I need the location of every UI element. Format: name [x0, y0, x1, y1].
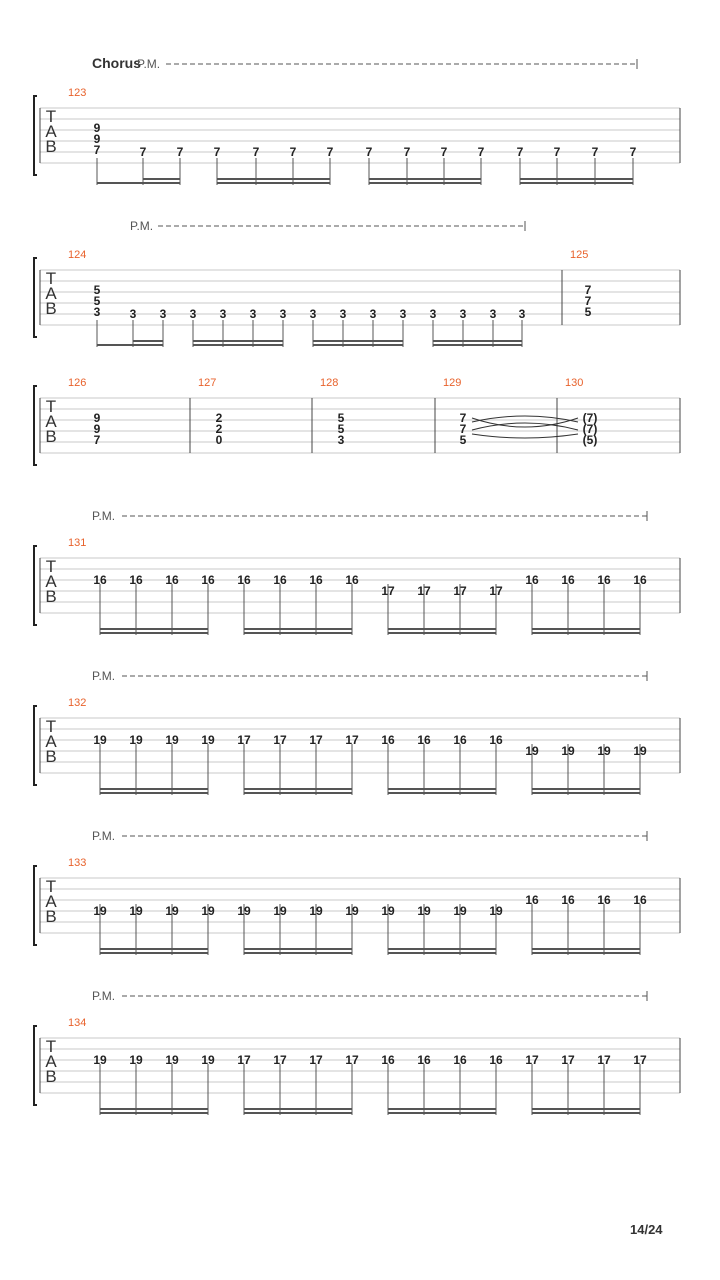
fret-number: 3	[93, 305, 101, 319]
note-beam	[244, 788, 352, 790]
fret-number: 19	[381, 904, 395, 918]
note-beam	[217, 182, 330, 184]
fret-number: 7	[584, 294, 592, 308]
tab-system	[34, 377, 680, 465]
note-beam	[388, 632, 496, 634]
palm-mute-label: P.M.	[137, 57, 161, 71]
fret-number: 16	[597, 893, 611, 907]
note-beam	[369, 178, 481, 180]
fret-number: 9	[93, 422, 101, 436]
section-label: Chorus	[92, 55, 141, 71]
note-beam	[388, 628, 496, 630]
fret-number: 16	[597, 573, 611, 587]
system-brace	[34, 546, 37, 625]
fret-number: 7	[365, 145, 373, 159]
fret-number: 3	[159, 307, 167, 321]
fret-number: 17	[525, 1053, 539, 1067]
note-beam	[520, 178, 633, 180]
note-beam	[369, 182, 481, 184]
page-number: 14/24	[630, 1222, 663, 1237]
fret-number: 7	[176, 145, 184, 159]
tab-clef-letter: T	[45, 557, 57, 576]
fret-number: 3	[369, 307, 377, 321]
system-brace	[34, 866, 37, 945]
system-brace	[34, 1026, 37, 1105]
measure-number: 124	[68, 249, 87, 261]
fret-number: 17	[237, 733, 251, 747]
fret-number: 3	[249, 307, 257, 321]
tab-clef-letter: T	[45, 107, 57, 126]
fret-number: 9	[93, 121, 101, 135]
fret-number: 19	[453, 904, 467, 918]
tab-system	[34, 509, 680, 635]
fret-number: 16	[525, 573, 539, 587]
fret-number: 3	[429, 307, 437, 321]
tab-clef-letter: B	[45, 299, 57, 318]
fret-number: 16	[633, 573, 647, 587]
fret-number: 16	[309, 573, 323, 587]
note-beam	[100, 792, 208, 794]
fret-number: 7	[252, 145, 260, 159]
tab-system	[34, 829, 680, 955]
note-beam	[100, 952, 208, 954]
fret-number: 16	[201, 573, 215, 587]
system-brace	[34, 258, 37, 337]
fret-number: 16	[273, 573, 287, 587]
fret-number: 3	[279, 307, 287, 321]
fret-number: 16	[525, 893, 539, 907]
fret-number: 5	[337, 422, 345, 436]
tab-clef-letter: B	[45, 747, 57, 766]
tab-clef-letter: B	[45, 587, 57, 606]
note-beam	[388, 788, 496, 790]
fret-number: 3	[129, 307, 137, 321]
tab-clef-letter: B	[45, 137, 57, 156]
note-beam	[433, 344, 522, 346]
note-beam	[532, 792, 640, 794]
fret-number: 19	[237, 904, 251, 918]
tab-clef-letter: A	[45, 284, 57, 303]
fret-number: 16	[345, 573, 359, 587]
fret-number: (7)	[582, 422, 598, 436]
fret-number: 19	[417, 904, 431, 918]
fret-number: 16	[381, 1053, 395, 1067]
fret-number: 17	[237, 1053, 251, 1067]
fret-number: 19	[525, 744, 539, 758]
fret-number: 3	[489, 307, 497, 321]
tab-clef-letter: T	[45, 269, 57, 288]
fret-number: 9	[93, 132, 101, 146]
system-brace	[34, 706, 37, 785]
note-beam	[532, 632, 640, 634]
fret-number: 7	[93, 143, 101, 157]
tab-clef-letter: A	[45, 892, 57, 911]
fret-number: 19	[345, 904, 359, 918]
tab-clef-letter: A	[45, 412, 57, 431]
fret-number: 16	[489, 1053, 503, 1067]
measure-number: 134	[68, 1017, 87, 1029]
fret-number: 19	[597, 744, 611, 758]
tab-clef-letter: A	[45, 1052, 57, 1071]
fret-number: 19	[309, 904, 323, 918]
fret-number: 3	[337, 433, 345, 447]
fret-number: 16	[93, 573, 107, 587]
fret-number: 16	[165, 573, 179, 587]
fret-number: 7	[553, 145, 561, 159]
fret-number: 19	[201, 733, 215, 747]
note-beam	[193, 340, 283, 342]
fret-number: 19	[165, 733, 179, 747]
fret-number: 7	[516, 145, 524, 159]
tab-system	[34, 669, 680, 795]
fret-number: 17	[273, 733, 287, 747]
tab-clef-letter: B	[45, 1067, 57, 1086]
note-beam	[313, 340, 403, 342]
note-beam	[388, 948, 496, 950]
measure-number: 123	[68, 87, 87, 99]
note-beam	[143, 178, 180, 180]
fret-number: 7	[459, 411, 467, 425]
fret-number: 16	[561, 893, 575, 907]
palm-mute-label: P.M.	[92, 829, 116, 843]
fret-number: 16	[489, 733, 503, 747]
note-beam	[532, 1112, 640, 1114]
fret-number: 7	[629, 145, 637, 159]
fret-number: 17	[417, 584, 431, 598]
fret-number: 3	[309, 307, 317, 321]
measure-number: 125	[570, 249, 589, 261]
fret-number: 7	[326, 145, 334, 159]
tab-clef-letter: T	[45, 397, 57, 416]
note-beam	[244, 792, 352, 794]
fret-number: (5)	[582, 433, 598, 447]
tab-clef-letter: A	[45, 572, 57, 591]
note-beam	[100, 948, 208, 950]
tab-system	[34, 55, 680, 185]
tab-system	[34, 989, 680, 1115]
fret-number: 3	[459, 307, 467, 321]
fret-number: 7	[584, 283, 592, 297]
fret-number: 17	[453, 584, 467, 598]
fret-number: 19	[129, 733, 143, 747]
note-beam	[97, 182, 180, 184]
fret-number: 7	[403, 145, 411, 159]
note-beam	[244, 628, 352, 630]
fret-number: 19	[561, 744, 575, 758]
note-beam	[100, 632, 208, 634]
note-beam	[217, 178, 330, 180]
measure-number: 131	[68, 537, 87, 549]
tab-clef-letter: A	[45, 122, 57, 141]
fret-number: 19	[165, 904, 179, 918]
note-beam	[433, 340, 522, 342]
tie-curve	[472, 416, 578, 422]
fret-number: 16	[381, 733, 395, 747]
tab-clef-letter: B	[45, 907, 57, 926]
fret-number: 3	[219, 307, 227, 321]
fret-number: 3	[189, 307, 197, 321]
note-beam	[100, 628, 208, 630]
note-beam	[388, 1112, 496, 1114]
fret-number: 19	[93, 1053, 107, 1067]
fret-number: 9	[93, 411, 101, 425]
fret-number: 5	[584, 305, 592, 319]
fret-number: 16	[129, 573, 143, 587]
tab-clef-letter: T	[45, 717, 57, 736]
tie-curve	[472, 434, 578, 438]
fret-number: 17	[561, 1053, 575, 1067]
note-beam	[97, 344, 163, 346]
measure-number: 133	[68, 857, 87, 869]
note-beam	[193, 344, 283, 346]
fret-number: 16	[453, 733, 467, 747]
tab-clef-letter: T	[45, 1037, 57, 1056]
fret-number: 19	[201, 904, 215, 918]
tab-clef-letter: T	[45, 877, 57, 896]
palm-mute-label: P.M.	[92, 509, 116, 523]
fret-number: 3	[518, 307, 526, 321]
fret-number: 19	[489, 904, 503, 918]
fret-number: 19	[93, 904, 107, 918]
measure-number: 127	[198, 377, 217, 389]
fret-number: 19	[129, 1053, 143, 1067]
tab-clef-letter: A	[45, 732, 57, 751]
note-beam	[244, 1108, 352, 1110]
tab-clef-letter: B	[45, 427, 57, 446]
measure-number: 126	[68, 377, 87, 389]
fret-number: 7	[440, 145, 448, 159]
note-beam	[532, 948, 640, 950]
palm-mute-label: P.M.	[92, 989, 116, 1003]
measure-number: 132	[68, 697, 87, 709]
note-beam	[532, 952, 640, 954]
system-brace	[34, 96, 37, 175]
measure-number: 128	[320, 377, 339, 389]
note-beam	[100, 1112, 208, 1114]
fret-number: 16	[561, 573, 575, 587]
fret-number: 17	[345, 733, 359, 747]
fret-number: 3	[399, 307, 407, 321]
note-beam	[100, 788, 208, 790]
fret-number: 19	[93, 733, 107, 747]
fret-number: 17	[273, 1053, 287, 1067]
palm-mute-label: P.M.	[92, 669, 116, 683]
fret-number: 2	[215, 422, 223, 436]
fret-number: 7	[591, 145, 599, 159]
fret-number: 19	[201, 1053, 215, 1067]
fret-number: 16	[417, 733, 431, 747]
fret-number: 17	[345, 1053, 359, 1067]
fret-number: 17	[597, 1053, 611, 1067]
fret-number: 7	[93, 433, 101, 447]
fret-number: 5	[93, 283, 101, 297]
fret-number: 16	[633, 893, 647, 907]
note-beam	[244, 948, 352, 950]
palm-mute-label: P.M.	[130, 219, 154, 233]
fret-number: (7)	[582, 411, 598, 425]
system-brace	[34, 386, 37, 465]
note-beam	[244, 952, 352, 954]
measure-number: 130	[565, 377, 584, 389]
fret-number: 16	[417, 1053, 431, 1067]
note-beam	[244, 1112, 352, 1114]
fret-number: 17	[633, 1053, 647, 1067]
note-beam	[388, 1108, 496, 1110]
fret-number: 2	[215, 411, 223, 425]
tab-system	[34, 219, 680, 347]
measure-number: 129	[443, 377, 462, 389]
note-beam	[388, 792, 496, 794]
fret-number: 17	[381, 584, 395, 598]
fret-number: 5	[459, 433, 467, 447]
note-beam	[532, 788, 640, 790]
note-beam	[100, 1108, 208, 1110]
fret-number: 16	[237, 573, 251, 587]
fret-number: 0	[215, 433, 223, 447]
fret-number: 16	[453, 1053, 467, 1067]
fret-number: 19	[633, 744, 647, 758]
fret-number: 7	[213, 145, 221, 159]
fret-number: 19	[129, 904, 143, 918]
note-beam	[532, 628, 640, 630]
fret-number: 7	[139, 145, 147, 159]
note-beam	[388, 952, 496, 954]
note-beam	[133, 340, 163, 342]
fret-number: 19	[165, 1053, 179, 1067]
fret-number: 7	[477, 145, 485, 159]
fret-number: 19	[273, 904, 287, 918]
fret-number: 7	[289, 145, 297, 159]
fret-number: 17	[309, 1053, 323, 1067]
note-beam	[244, 632, 352, 634]
fret-number: 3	[339, 307, 347, 321]
fret-number: 5	[337, 411, 345, 425]
fret-number: 5	[93, 294, 101, 308]
fret-number: 17	[489, 584, 503, 598]
fret-number: 7	[459, 422, 467, 436]
fret-number: 17	[309, 733, 323, 747]
note-beam	[520, 182, 633, 184]
note-beam	[532, 1108, 640, 1110]
note-beam	[313, 344, 403, 346]
